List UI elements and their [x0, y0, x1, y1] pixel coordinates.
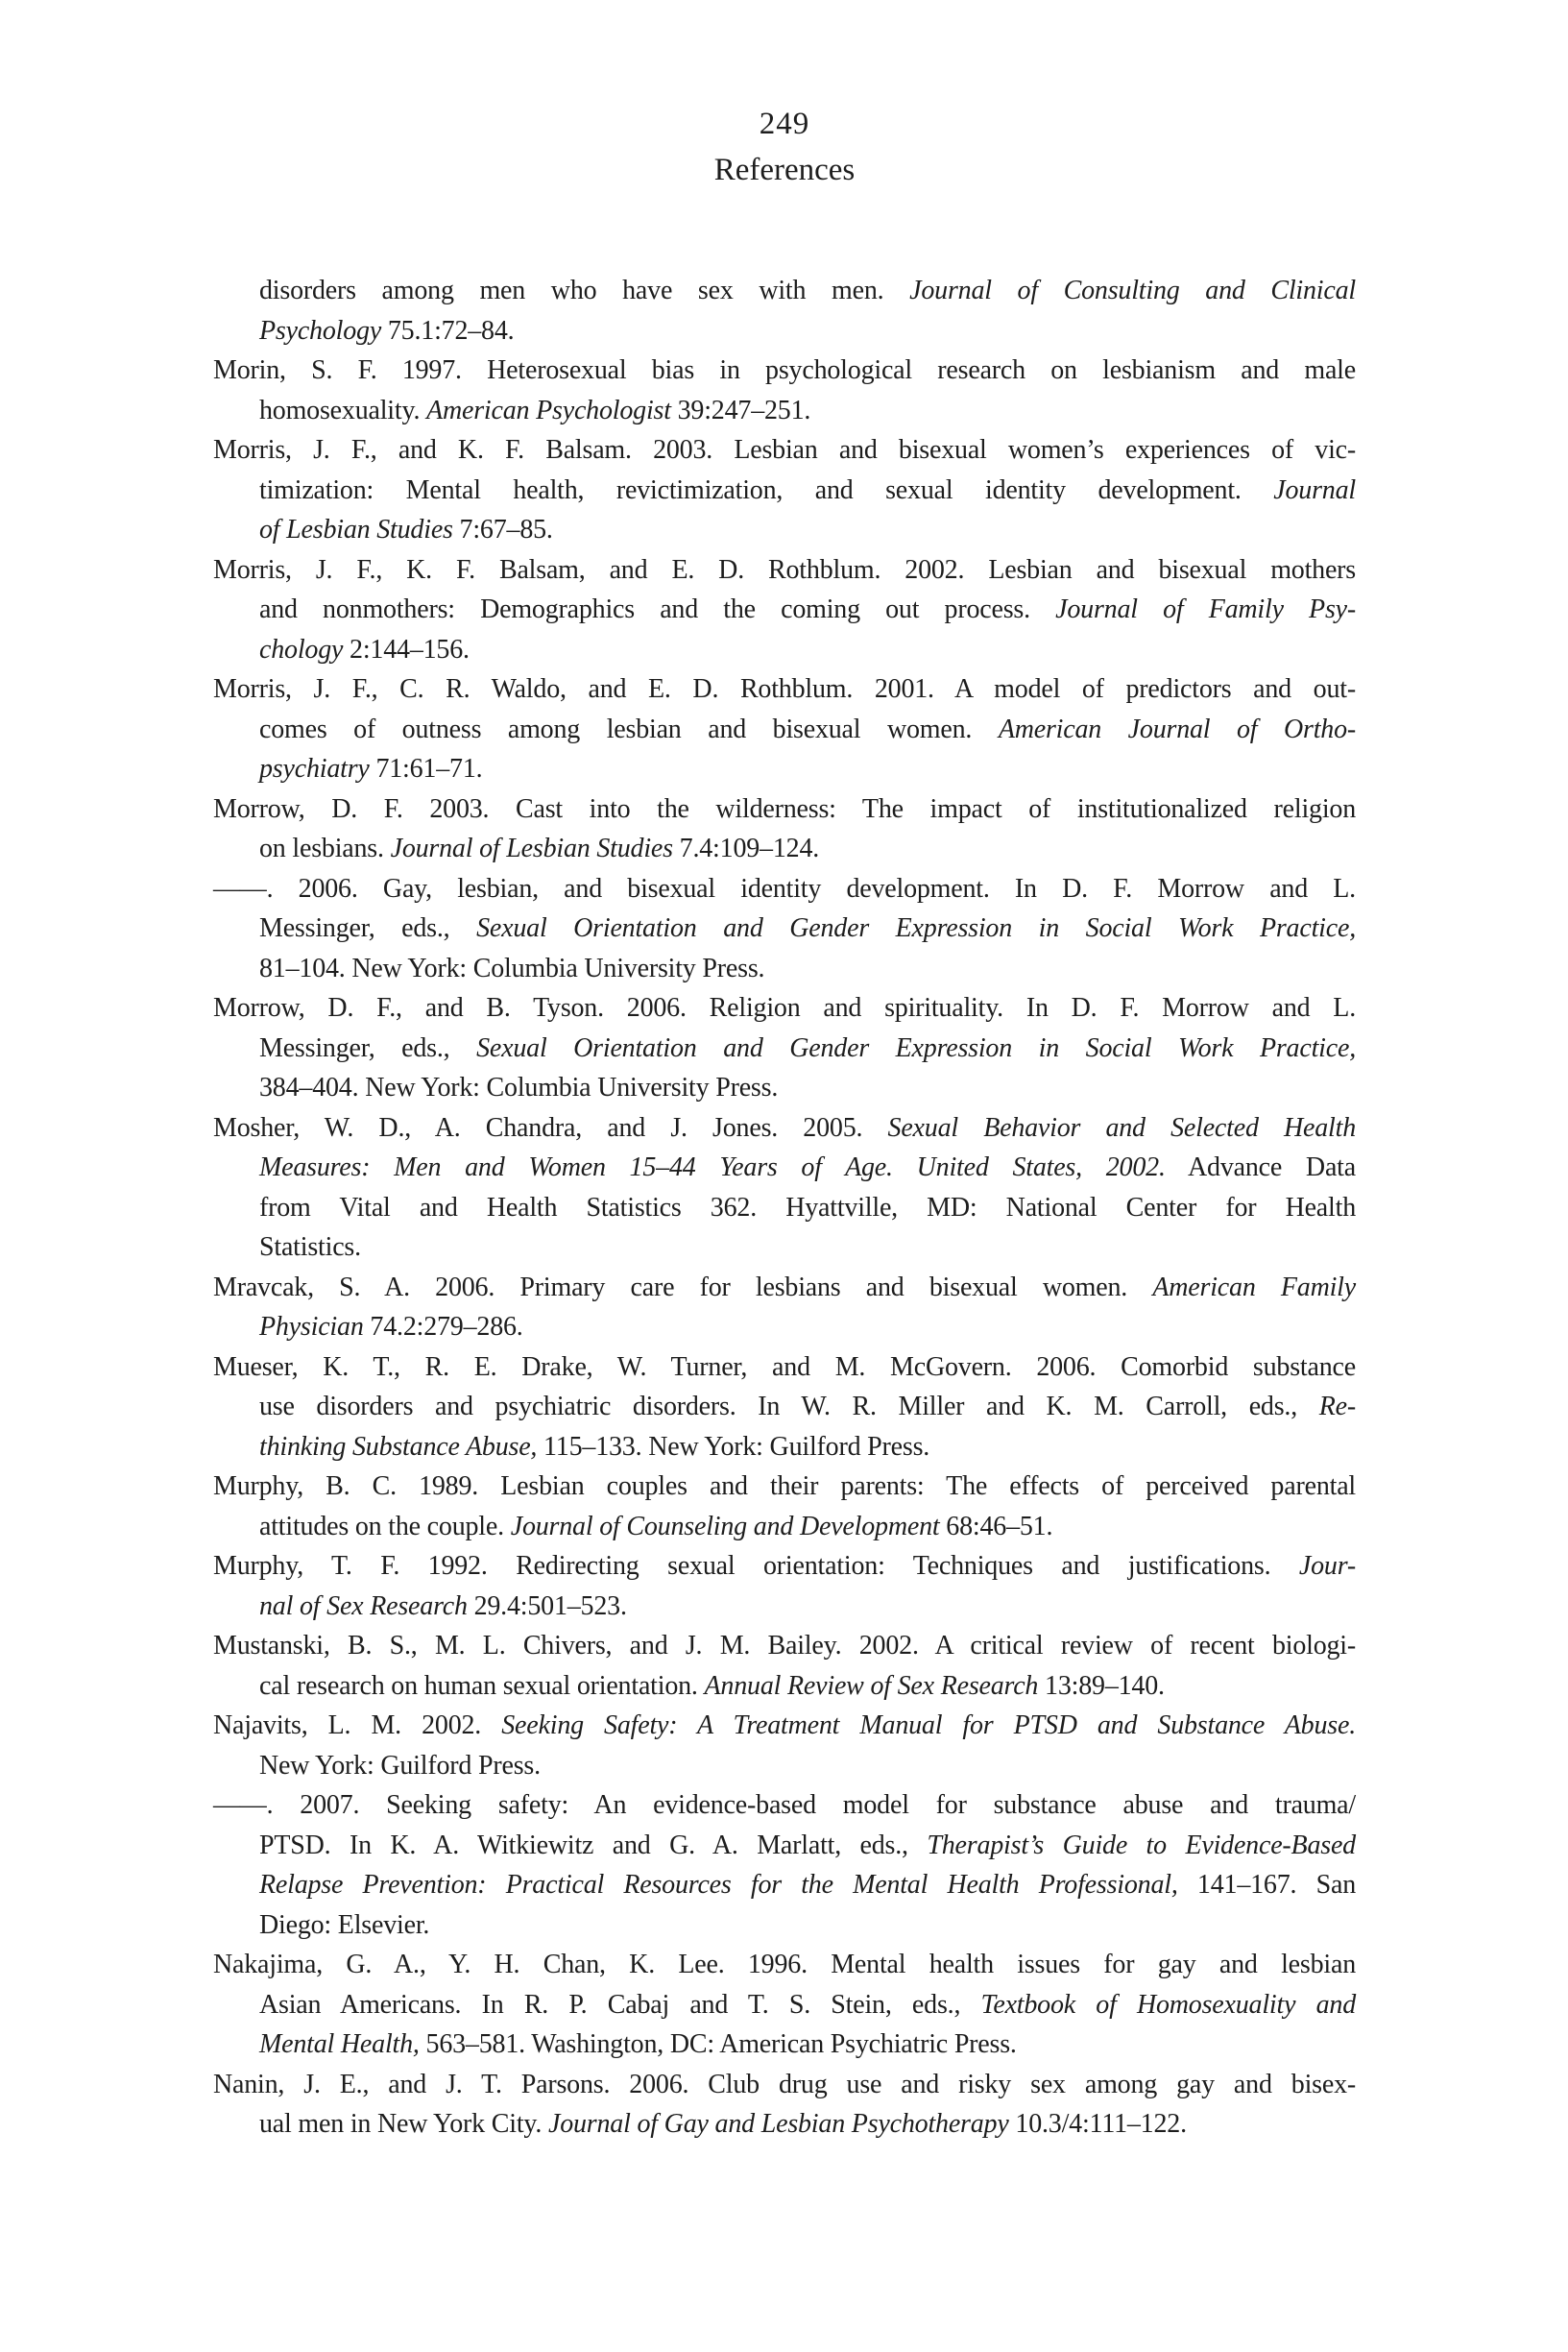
reference-line: 81–104. New York: Columbia University Press. — [259, 953, 765, 983]
reference-entry — [213, 1347, 1356, 1467]
book-page — [213, 108, 1356, 2145]
reference-line: Diego: Elsevier. — [259, 1909, 430, 1940]
reference-line: Mental Health, 563–581. Washington, DC: American Psychiatric Press. — [259, 2029, 1017, 2059]
reference-line: Physician 74.2:279–286. — [259, 1312, 523, 1342]
reference-line: from Vital and Health Statistics 362. Hyattville, MD: National Center for Health — [259, 1192, 1356, 1223]
reference-line: PTSD. In K. A. Witkiewitz and G. A. Marlatt, eds., Therapist’s Guide to Evidence-Based — [259, 1830, 1356, 1860]
reference-line: Morris, J. F., C. R. Waldo, and E. D. Rothblum. 2001. A model of predictors and out- — [213, 674, 1356, 704]
reference-entry — [213, 669, 1356, 789]
reference-line: Mustanski, B. S., M. L. Chivers, and J. M. Bailey. 2002. A critical review of recent biologi- — [213, 1631, 1356, 1661]
references-list — [213, 271, 1356, 2145]
reference-line: of Lesbian Studies 7:67–85. — [259, 515, 553, 545]
reference-line: Messinger, eds., Sexual Orientation and Gender Expression in Social Work Practice, — [259, 1032, 1356, 1063]
reference-line: 384–404. New York: Columbia University Press. — [259, 1073, 779, 1103]
reference-line: Psychology 75.1:72–84. — [259, 315, 515, 346]
reference-entry — [213, 550, 1356, 670]
reference-line: timization: Mental health, revictimization, and sexual identity development. Journal — [259, 474, 1356, 505]
reference-line: Murphy, B. C. 1989. Lesbian couples and their parents: The effects of perceived parental — [213, 1471, 1356, 1501]
reference-entry — [213, 1546, 1356, 1626]
reference-line: thinking Substance Abuse, 115–133. New York: Guilford Press. — [259, 1431, 930, 1462]
reference-line: New York: Guilford Press. — [259, 1750, 541, 1781]
reference-line: Najavits, L. M. 2002. Seeking Safety: A Treatment Manual for PTSD and Substance Abuse. — [213, 1710, 1356, 1740]
page-number: 249 — [759, 107, 810, 141]
reference-line: Nakajima, G. A., Y. H. Chan, K. Lee. 1996. Mental health issues for gay and lesbian — [213, 1950, 1356, 1979]
reference-line: comes of outness among lesbian and bisexual women. American Journal of Ortho- — [259, 714, 1356, 744]
reference-line: Morrow, D. F., and B. Tyson. 2006. Religion and spirituality. In D. F. Morrow and L. — [213, 993, 1356, 1023]
reference-line: disorders among men who have sex with men. Journal of Consulting and Clinical — [259, 276, 1356, 305]
reference-entry — [213, 351, 1356, 430]
reference-line: Mosher, W. D., A. Chandra, and J. Jones. 2005. Sexual Behavior and Selected Health — [213, 1112, 1356, 1143]
reference-line: attitudes on the couple. Journal of Counseling and Development 68:46–51. — [259, 1511, 1053, 1541]
reference-entry — [213, 430, 1356, 550]
reference-line: and nonmothers: Demographics and the coming out process. Journal of Family Psy- — [259, 594, 1357, 624]
reference-line: ——. 2006. Gay, lesbian, and bisexual identity development. In D. F. Morrow and L. — [213, 873, 1356, 904]
reference-line: use disorders and psychiatric disorders. In W. R. Miller and K. M. Carroll, eds., Re- — [259, 1392, 1356, 1421]
reference-line: Nanin, J. E., and J. T. Parsons. 2006. Club drug use and risky sex among gay and bisex- — [213, 2069, 1356, 2099]
reference-entry — [213, 1108, 1356, 1268]
reference-entry — [213, 988, 1356, 1108]
reference-line: Morin, S. F. 1997. Heterosexual bias in psychological research on lesbianism and male — [213, 355, 1356, 385]
page-title: References — [713, 153, 856, 187]
reference-line: Mueser, K. T., R. E. Drake, W. Turner, and M. McGovern. 2006. Comorbid substance — [213, 1351, 1356, 1382]
reference-entry — [213, 1945, 1356, 2065]
reference-line: homosexuality. American Psychologist 39:247–251. — [259, 395, 811, 425]
reference-line: Murphy, T. F. 1992. Redirecting sexual orientation: Techniques and justifications. Jour- — [213, 1551, 1356, 1581]
reference-line: ——. 2007. Seeking safety: An evidence-based model for substance abuse and trauma/ — [213, 1790, 1356, 1820]
reference-entry — [213, 271, 1356, 351]
reference-line: psychiatry 71:61–71. — [259, 754, 483, 784]
reference-entry — [213, 1467, 1356, 1546]
reference-entry — [213, 2065, 1356, 2145]
reference-line: Morris, J. F., and K. F. Balsam. 2003. Lesbian and bisexual women’s experiences of vic- — [213, 435, 1356, 465]
reference-line: cal research on human sexual orientation. Annual Review of Sex Research 13:89–140. — [259, 1670, 1165, 1701]
reference-entry — [213, 789, 1356, 869]
reference-entry — [213, 1706, 1356, 1785]
reference-line: Morris, J. F., K. F. Balsam, and E. D. Rothblum. 2002. Lesbian and bisexual mothers — [213, 554, 1356, 585]
reference-line: ual men in New York City. Journal of Gay and Lesbian Psychotherapy 10.3/4:111–122. — [259, 2109, 1187, 2139]
reference-line: Measures: Men and Women 15–44 Years of Age. United States, 2002. Advance Data — [259, 1152, 1356, 1182]
reference-entry — [213, 1785, 1356, 1945]
reference-entry — [213, 1268, 1356, 1347]
reference-line: Statistics. — [259, 1232, 361, 1262]
reference-line: chology 2:144–156. — [259, 634, 470, 665]
reference-line: Morrow, D. F. 2003. Cast into the wilderness: The impact of institutionalized religion — [213, 793, 1356, 824]
reference-line: nal of Sex Research 29.4:501–523. — [259, 1590, 627, 1621]
reference-entry — [213, 869, 1356, 989]
reference-line: on lesbians. Journal of Lesbian Studies 7.4:109–124. — [259, 834, 820, 863]
reference-line: Messinger, eds., Sexual Orientation and Gender Expression in Social Work Practice, — [259, 913, 1356, 943]
reference-line: Relapse Prevention: Practical Resources for the Mental Health Professional, 141–167. San — [259, 1870, 1356, 1900]
reference-line: Mravcak, S. A. 2006. Primary care for lesbians and bisexual women. American Family — [213, 1272, 1356, 1302]
reference-entry — [213, 1626, 1356, 1706]
reference-line: Asian Americans. In R. P. Cabaj and T. S. Stein, eds., Textbook of Homosexuality and — [259, 1989, 1356, 2020]
